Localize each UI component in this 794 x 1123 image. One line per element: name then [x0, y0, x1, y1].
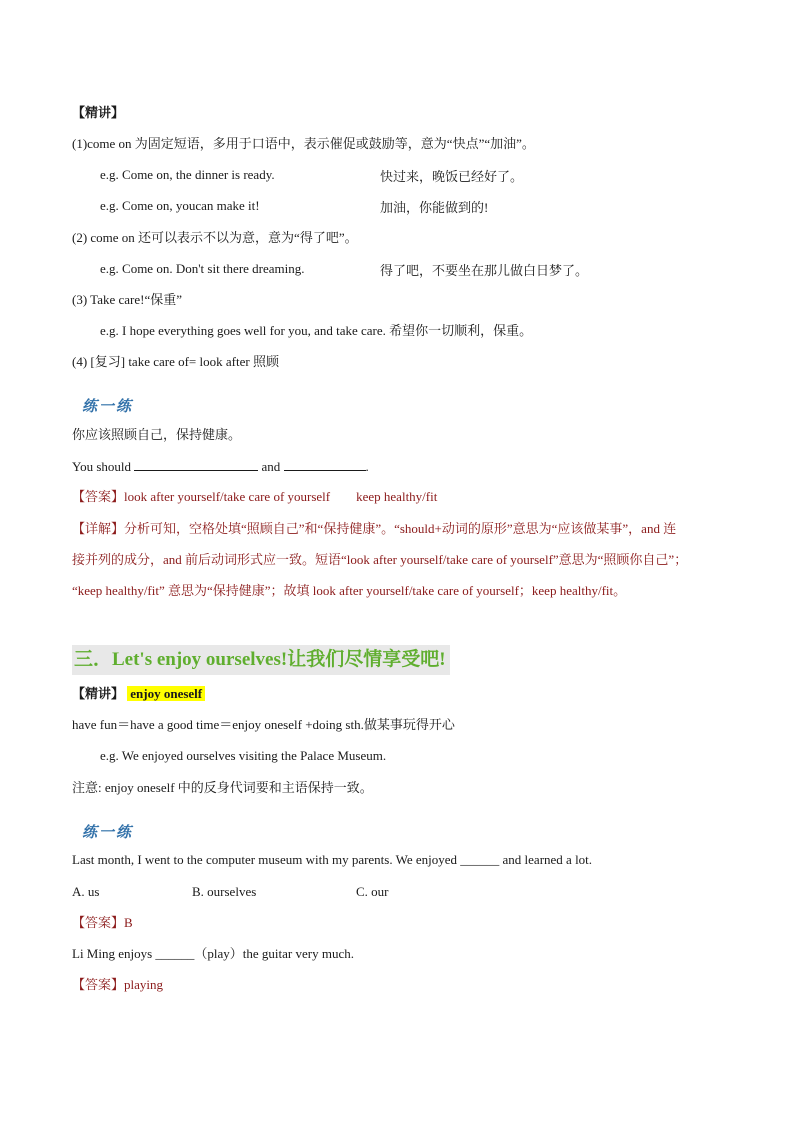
- example-1-cn: 快过来，晚饭已经好了。: [380, 169, 524, 184]
- answer-tag: 【答案】: [72, 489, 125, 504]
- answer-tag-1: 【答案】: [72, 915, 125, 930]
- option-b: B. ourselves: [192, 884, 257, 899]
- example-3-en: e.g. Come on. Don't sit there dreaming.: [100, 261, 305, 276]
- jingjiang-tag-2: 【精讲】: [72, 686, 125, 701]
- example-2-cn: 加油，你能做到的!: [380, 200, 489, 215]
- example-1-en: e.g. Come on, the dinner is ready.: [100, 167, 275, 182]
- example-2-en: e.g. Come on, youcan make it!: [100, 198, 260, 213]
- section-3-heading: 三．Let's enjoy ourselves!让我们尽情享受吧!: [72, 645, 450, 675]
- section-3-jingjiang: [72, 685, 205, 703]
- highlight-phrase: enjoy oneself: [127, 686, 205, 701]
- section-3-note: 注意: enjoy oneself 中的反身代词要和主语保持一致。: [72, 780, 373, 795]
- point-4: (4) [复习] take care of= look after 照顾: [72, 354, 279, 369]
- example-3-cn: 得了吧，不要坐在那儿做白日梦了。: [380, 263, 589, 278]
- answer-1: look after yourself/take care of yourself: [124, 489, 331, 504]
- answer-blank-1[interactable]: [134, 457, 258, 471]
- practice-1-title: 练一练: [82, 399, 134, 415]
- practice-2-question-1: Last month, I went to the computer museum with my parents. We enjoyed ______ and learned a lot.: [72, 852, 593, 867]
- question-text-b: and: [261, 459, 281, 474]
- practice-2-answer-1: [72, 914, 133, 932]
- practice-1-question-cn: 你应该照顾自己，保持健康。: [72, 427, 242, 442]
- question-end: .: [365, 459, 369, 474]
- answer-tag-2: 【答案】: [72, 977, 125, 992]
- answer-2: keep healthy/fit: [356, 489, 438, 504]
- option-c: C. our: [356, 884, 389, 899]
- answer-value-2: playing: [124, 977, 164, 992]
- answer-blank-2[interactable]: [284, 457, 366, 471]
- option-a: A. us: [72, 884, 100, 899]
- practice-2-question-2: Li Ming enjoys ______（play）the guitar very much.: [72, 946, 354, 961]
- question-text-a: You should: [72, 459, 132, 474]
- practice-1-detail-3: “keep healthy/fit” 意思为“保持健康”；故填 look after yourself/take care of yourself；keep healthy/fit。: [72, 583, 627, 598]
- section-3-point-1: have fun＝have a good time＝enjoy oneself +doing sth.做某事玩得开心: [72, 717, 455, 732]
- practice-1-question-en: [72, 457, 369, 476]
- detail-text-1: 分析可知，空格处填“照顾自己”和“保持健康”。“should+动词的原形”意思为“应该做某事”，and 连: [124, 521, 677, 536]
- detail-tag: 【详解】: [72, 521, 125, 536]
- point-3: (3) Take care!“保重”: [72, 292, 183, 307]
- practice-1-detail-1: [72, 520, 676, 538]
- jingjiang-tag: 【精讲】: [72, 105, 125, 120]
- point-1: (1)come on 为固定短语，多用于口语中，表示催促或鼓励等，意为“快点”“加油”。: [72, 136, 535, 151]
- point-2: (2) come on 还可以表示不以为意，意为“得了吧”。: [72, 230, 358, 245]
- example-4: e.g. I hope everything goes well for you, and take care. 希望你一切顺利，保重。: [100, 323, 533, 338]
- practice-1-answer: [72, 488, 437, 506]
- section-3-example-1: e.g. We enjoyed ourselves visiting the Palace Museum.: [100, 748, 387, 763]
- answer-value-1: B: [124, 915, 133, 930]
- practice-1-detail-2: 接并列的成分，and 前后动词形式应一致。短语“look after yourself/take care of yourself”意思为“照顾你自己”；: [72, 552, 688, 567]
- practice-2-answer-2: [72, 976, 163, 994]
- practice-2-title: 练一练: [82, 825, 134, 841]
